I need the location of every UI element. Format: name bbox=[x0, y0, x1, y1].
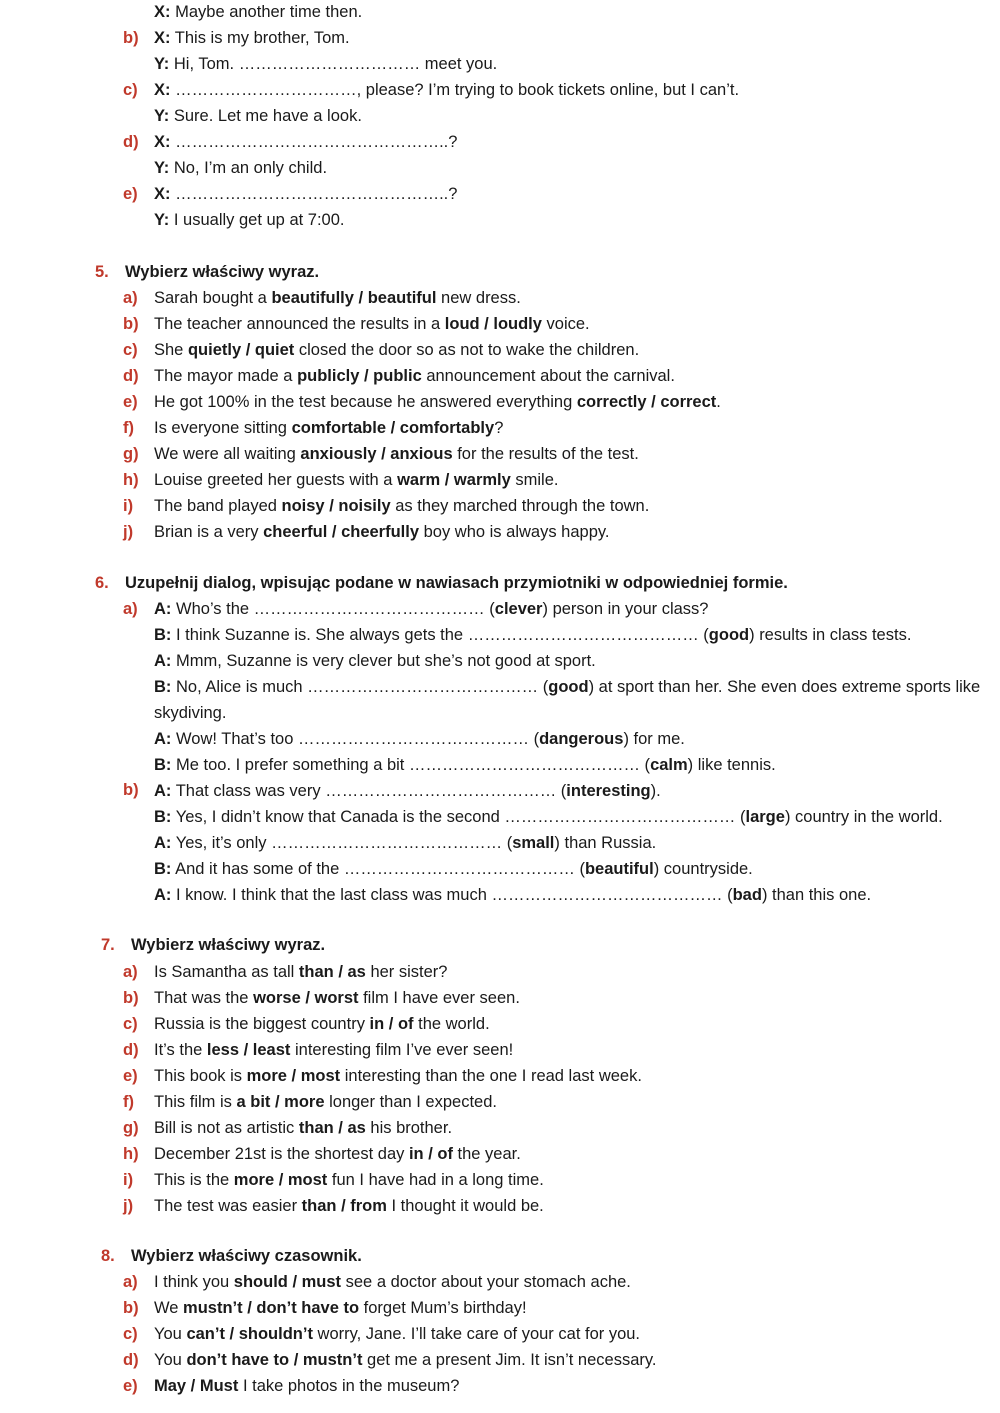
answer-blank[interactable]: …………………………………… bbox=[253, 600, 485, 618]
list-item bbox=[154, 314, 590, 334]
item-text: boy who is always happy. bbox=[419, 523, 610, 541]
dialog-text: No, I’m an only child. bbox=[173, 159, 328, 177]
s4-d-y bbox=[154, 158, 327, 178]
dialog-text: Sure. Let me have a look. bbox=[173, 107, 362, 125]
item-text: smile. bbox=[510, 471, 559, 489]
list-item bbox=[154, 288, 521, 308]
choice-option[interactable]: correctly / correct bbox=[576, 393, 717, 411]
answer-blank[interactable]: …………………………………… bbox=[271, 834, 503, 852]
choice-option[interactable]: quietly / quiet bbox=[187, 341, 295, 359]
section-5-number: 5. bbox=[95, 263, 109, 281]
adjective-hint: interesting bbox=[566, 782, 651, 800]
choice-option[interactable]: publicly / public bbox=[297, 367, 422, 385]
dialog-text: skydiving. bbox=[154, 704, 227, 722]
dialog-text: That class was very bbox=[175, 782, 326, 800]
list-item bbox=[154, 1170, 544, 1190]
speaker: B: bbox=[154, 678, 172, 696]
list-item bbox=[154, 988, 520, 1008]
choice-option[interactable]: than / as bbox=[298, 1119, 366, 1137]
item-text: see a doctor about your stomach ache. bbox=[341, 1273, 631, 1291]
adjective-hint: good bbox=[548, 678, 589, 696]
item-label: a) bbox=[123, 289, 138, 307]
choice-option[interactable]: in / of bbox=[369, 1015, 414, 1033]
item-label: b) bbox=[123, 315, 139, 333]
item-text: the world. bbox=[413, 1015, 490, 1033]
list-item bbox=[154, 1324, 640, 1344]
item-text: Louise greeted her guests with a bbox=[154, 471, 398, 489]
list-item bbox=[154, 1040, 513, 1060]
dialog-line bbox=[154, 651, 596, 671]
dialog-text: ) results in class tests. bbox=[749, 626, 912, 644]
item-text: ? bbox=[494, 419, 504, 437]
choice-option[interactable]: May / Must bbox=[154, 1377, 239, 1395]
s4-e-label: e) bbox=[123, 185, 138, 203]
speaker: X: bbox=[154, 29, 171, 47]
section-8-title: Wybierz właściwy czasownik. bbox=[131, 1247, 362, 1265]
dialog-text: I think Suzanne is. She always gets the bbox=[176, 626, 468, 644]
list-item bbox=[154, 392, 721, 412]
speaker: Y: bbox=[154, 107, 170, 125]
dialog-line: B: Yes, I didn’t know that Canada is the second …………………………………… (large) country in the world. bbox=[154, 808, 943, 826]
choice-option[interactable]: than / as bbox=[298, 963, 366, 981]
choice-option[interactable]: less / least bbox=[206, 1041, 291, 1059]
dialog-text: , please? I’m trying to book tickets online, but I can’t. bbox=[356, 81, 740, 99]
dialog-text: Me too. I prefer something a bit bbox=[176, 756, 409, 774]
dialog-text: ) for me. bbox=[623, 730, 685, 748]
item-label: c) bbox=[123, 1015, 138, 1033]
dialog-text: Wow! That’s too bbox=[176, 730, 298, 748]
dialog-line: A: Who’s the …………………………………… (clever) person in your class? bbox=[154, 600, 709, 618]
item-text: interesting than the one I read last week. bbox=[340, 1067, 642, 1085]
section-8-number: 8. bbox=[101, 1247, 115, 1265]
s4-c-x bbox=[154, 80, 739, 100]
adjective-hint: calm bbox=[650, 756, 688, 774]
dialog-line: B: Me too. I prefer something a bit …………………………………… (calm) like tennis. bbox=[154, 756, 776, 774]
list-item bbox=[154, 444, 639, 464]
dialog-text: And it has some of the bbox=[175, 860, 344, 878]
item-text: announcement about the carnival. bbox=[421, 367, 675, 385]
item-text: This book is bbox=[154, 1067, 247, 1085]
item-label: j) bbox=[123, 523, 134, 541]
answer-blank[interactable]: …………………………………… bbox=[408, 756, 640, 774]
speaker: X: bbox=[154, 185, 171, 203]
item-text: the year. bbox=[452, 1145, 521, 1163]
dialog-text: ) than this one. bbox=[761, 886, 872, 904]
item-label: f) bbox=[123, 1093, 134, 1111]
item-text: The mayor made a bbox=[154, 367, 298, 385]
speaker: B: bbox=[154, 756, 172, 774]
choice-option[interactable]: can’t / shouldn’t bbox=[186, 1325, 313, 1343]
dialog-text: I know. I think that the last class was much bbox=[176, 886, 492, 904]
choice-option[interactable]: worse / worst bbox=[253, 989, 359, 1007]
dialog-line: B: I think Suzanne is. She always gets the …………………………………… (good) results in class tests. bbox=[154, 626, 912, 644]
choice-option[interactable]: in / of bbox=[408, 1145, 453, 1163]
speaker: X: bbox=[154, 81, 171, 99]
item-text: I thought it would be. bbox=[386, 1197, 544, 1215]
item-text: her sister? bbox=[365, 963, 448, 981]
answer-blank[interactable]: …………………………………… bbox=[467, 626, 699, 644]
dialog-text: No, Alice is much bbox=[176, 678, 308, 696]
list-item bbox=[154, 1196, 544, 1216]
section-5-title: Wybierz właściwy wyraz. bbox=[125, 263, 320, 281]
answer-blank[interactable]: ………………………………………….. bbox=[175, 133, 449, 151]
s4-a-line bbox=[154, 2, 362, 22]
list-item bbox=[154, 470, 558, 490]
item-text: for the results of the test. bbox=[452, 445, 639, 463]
answer-blank[interactable]: …………………………………… bbox=[491, 886, 723, 904]
dialog-text: ) at sport than her. She even does extreme sports like bbox=[588, 678, 981, 696]
item-label: a) bbox=[123, 1273, 138, 1291]
section-6-title: Uzupełnij dialog, wpisując podane w nawiasach przymiotniki w odpowiedniej formie. bbox=[125, 574, 788, 592]
speaker: X: bbox=[154, 3, 171, 21]
item-text: We bbox=[154, 1299, 184, 1317]
dialog-text: ) countryside. bbox=[653, 860, 753, 878]
list-item bbox=[154, 340, 639, 360]
s4-b-x bbox=[154, 28, 350, 48]
choice-option[interactable]: anxiously / anxious bbox=[300, 445, 453, 463]
choice-option[interactable]: cheerful / cheerfully bbox=[263, 523, 420, 541]
item-label: c) bbox=[123, 341, 138, 359]
choice-option[interactable]: noisy / noisily bbox=[281, 497, 391, 515]
item-text: December 21st is the shortest day bbox=[154, 1145, 409, 1163]
answer-blank[interactable]: …………………………… bbox=[238, 55, 421, 73]
adjective-hint: good bbox=[708, 626, 750, 644]
dialog-text: ) country in the world. bbox=[784, 808, 943, 826]
dialog-text: Yes, it’s only bbox=[175, 834, 272, 852]
choice-option[interactable]: more / most bbox=[246, 1067, 341, 1085]
item-label: j) bbox=[123, 1197, 134, 1215]
item-text: get me a present Jim. It isn’t necessary. bbox=[362, 1351, 657, 1369]
adjective-hint: large bbox=[745, 808, 785, 826]
speaker: B: bbox=[154, 808, 172, 826]
item-label: d) bbox=[123, 367, 139, 385]
item-text: That was the bbox=[154, 989, 254, 1007]
item-label: d) bbox=[123, 1351, 139, 1369]
item-text: You bbox=[154, 1351, 187, 1369]
speaker: X: bbox=[154, 133, 171, 151]
item-text: She bbox=[154, 341, 188, 359]
item-label: i) bbox=[123, 1171, 134, 1189]
s4-b-y bbox=[154, 54, 497, 74]
dialog-text: ) than Russia. bbox=[554, 834, 657, 852]
item-label: a) bbox=[123, 963, 138, 981]
item-text: He got 100% in the test because he answered everything bbox=[154, 393, 577, 411]
list-item bbox=[154, 1350, 657, 1370]
item-text: It’s the bbox=[154, 1041, 207, 1059]
dialog-text: ) like tennis. bbox=[687, 756, 776, 774]
answer-blank[interactable]: …………………………………… bbox=[307, 678, 539, 696]
item-text: forget Mum’s birthday! bbox=[359, 1299, 527, 1317]
item-text: The test was easier bbox=[154, 1197, 302, 1215]
item-text: film I have ever seen. bbox=[358, 989, 520, 1007]
dialog-line: A: I know. I think that the last class was much …………………………………… (bad) than this one. bbox=[154, 886, 872, 904]
list-item bbox=[154, 1376, 459, 1396]
s4-e-x bbox=[154, 184, 457, 204]
s4-c-label: c) bbox=[123, 81, 138, 99]
adjective-hint: small bbox=[512, 834, 555, 852]
item-label: e) bbox=[123, 393, 138, 411]
section-6-number: 6. bbox=[95, 574, 109, 592]
item-label: e) bbox=[123, 1067, 138, 1085]
item-text: Brian is a very bbox=[154, 523, 264, 541]
item-text: voice. bbox=[541, 315, 590, 333]
item-text: Is Samantha as tall bbox=[154, 963, 299, 981]
speaker: Y: bbox=[154, 55, 170, 73]
item-text: You bbox=[154, 1325, 187, 1343]
answer-blank[interactable]: ………………………………………….. bbox=[175, 185, 449, 203]
choice-option[interactable]: than / from bbox=[301, 1197, 387, 1215]
item-label: g) bbox=[123, 1119, 139, 1137]
choice-option[interactable]: a bit / more bbox=[236, 1093, 325, 1111]
item-text: Russia is the biggest country bbox=[154, 1015, 370, 1033]
choice-option[interactable]: should / must bbox=[233, 1273, 342, 1291]
item-text: Sarah bought a bbox=[154, 289, 272, 307]
dialog-text: I usually get up at 7:00. bbox=[173, 211, 345, 229]
item-text: The teacher announced the results in a bbox=[154, 315, 445, 333]
list-item bbox=[154, 1118, 452, 1138]
section-7-number: 7. bbox=[101, 936, 115, 954]
dialog-line: B: No, Alice is much …………………………………… (good) at sport than her. She even does extreme sports like bbox=[154, 678, 981, 696]
item-label: d) bbox=[123, 1041, 139, 1059]
dialog-text: This is my brother, Tom. bbox=[174, 29, 350, 47]
item-text: Is everyone sitting bbox=[154, 419, 292, 437]
dialog-text: Yes, I didn’t know that Canada is the second bbox=[175, 808, 505, 826]
speaker: Y: bbox=[154, 159, 170, 177]
s4-e-y bbox=[154, 210, 345, 230]
adjective-hint: beautiful bbox=[584, 860, 654, 878]
dialog-text: ). bbox=[650, 782, 661, 800]
item-label: h) bbox=[123, 471, 139, 489]
speaker: B: bbox=[154, 860, 172, 878]
answer-blank[interactable]: …………………………………… bbox=[343, 860, 575, 878]
list-item bbox=[154, 1298, 527, 1318]
s6-b-label: b) bbox=[123, 781, 139, 799]
item-label: i) bbox=[123, 497, 134, 515]
item-text: . bbox=[716, 393, 721, 411]
s4-c-y bbox=[154, 106, 362, 126]
item-text: interesting film I’ve ever seen! bbox=[290, 1041, 514, 1059]
speaker: A: bbox=[154, 886, 172, 904]
list-item bbox=[154, 418, 503, 438]
adjective-hint: bad bbox=[732, 886, 762, 904]
speaker: A: bbox=[154, 730, 172, 748]
item-label: c) bbox=[123, 1325, 138, 1343]
s4-d-label: d) bbox=[123, 133, 139, 151]
item-text: his brother. bbox=[365, 1119, 453, 1137]
item-text: I think you bbox=[154, 1273, 234, 1291]
item-label: h) bbox=[123, 1145, 139, 1163]
answer-blank[interactable]: …………………………………… bbox=[325, 782, 557, 800]
speaker: A: bbox=[154, 782, 172, 800]
dialog-line: A: Yes, it’s only …………………………………… (small) than Russia. bbox=[154, 834, 657, 852]
choice-option[interactable]: more / most bbox=[233, 1171, 328, 1189]
choice-option[interactable]: don’t have to / mustn’t bbox=[186, 1351, 363, 1369]
dialog-line: A: That class was very …………………………………… (interesting). bbox=[154, 782, 661, 800]
answer-blank[interactable]: …………………………………… bbox=[298, 730, 529, 748]
answer-blank[interactable]: …………………………………… bbox=[504, 808, 736, 826]
item-label: b) bbox=[123, 989, 139, 1007]
dialog-line bbox=[154, 703, 226, 723]
s4-b-label: b) bbox=[123, 29, 139, 47]
answer-blank[interactable]: …………………………… bbox=[175, 81, 357, 99]
item-text: We were all waiting bbox=[154, 445, 301, 463]
item-label: b) bbox=[123, 1299, 139, 1317]
list-item bbox=[154, 496, 649, 516]
item-text: longer than I expected. bbox=[324, 1093, 497, 1111]
item-label: e) bbox=[123, 1377, 138, 1395]
list-item bbox=[154, 962, 447, 982]
choice-option[interactable]: loud / loudly bbox=[444, 315, 542, 333]
speaker: B: bbox=[154, 626, 172, 644]
item-text: new dress. bbox=[436, 289, 521, 307]
list-item bbox=[154, 522, 609, 542]
item-text: This film is bbox=[154, 1093, 237, 1111]
dialog-text: ? bbox=[448, 185, 458, 203]
choice-option[interactable]: warm / warmly bbox=[397, 471, 511, 489]
dialog-text: Who’s the bbox=[176, 600, 254, 618]
speaker: Y: bbox=[154, 211, 170, 229]
dialog-text: meet you. bbox=[424, 55, 498, 73]
choice-option[interactable]: comfortable / comfortably bbox=[291, 419, 495, 437]
dialog-text: Hi, Tom. bbox=[173, 55, 235, 73]
item-text: as they marched through the town. bbox=[390, 497, 650, 515]
adjective-hint: clever bbox=[494, 600, 543, 618]
item-text: This is the bbox=[154, 1171, 234, 1189]
dialog-line: A: Wow! That’s too …………………………………… (dangerous) for me. bbox=[154, 730, 685, 748]
item-text: worry, Jane. I’ll take care of your cat for you. bbox=[312, 1325, 641, 1343]
list-item bbox=[154, 1092, 497, 1112]
speaker: A: bbox=[154, 652, 172, 670]
s6-a-label: a) bbox=[123, 600, 138, 618]
list-item bbox=[154, 1066, 642, 1086]
section-7-title: Wybierz właściwy wyraz. bbox=[131, 936, 326, 954]
adjective-hint: dangerous bbox=[539, 730, 624, 748]
dialog-text: ? bbox=[448, 133, 458, 151]
speaker: A: bbox=[154, 600, 172, 618]
item-label: f) bbox=[123, 419, 134, 437]
item-text: Bill is not as artistic bbox=[154, 1119, 299, 1137]
list-item bbox=[154, 366, 675, 386]
choice-option[interactable]: mustn’t / don’t have to bbox=[183, 1299, 360, 1317]
item-text: The band played bbox=[154, 497, 282, 515]
choice-option[interactable]: beautifully / beautiful bbox=[271, 289, 437, 307]
list-item bbox=[154, 1272, 631, 1292]
dialog-text: Mmm, Suzanne is very clever but she’s not good at sport. bbox=[176, 652, 596, 670]
item-label: g) bbox=[123, 445, 139, 463]
item-text: I take photos in the museum? bbox=[238, 1377, 460, 1395]
s4-d-x bbox=[154, 132, 457, 152]
list-item bbox=[154, 1014, 490, 1034]
dialog-line: B: And it has some of the …………………………………… (beautiful) countryside. bbox=[154, 860, 753, 878]
item-text: fun I have had in a long time. bbox=[327, 1171, 544, 1189]
item-text: closed the door so as not to wake the children. bbox=[294, 341, 640, 359]
speaker: A: bbox=[154, 834, 172, 852]
list-item bbox=[154, 1144, 521, 1164]
dialog-text: ) person in your class? bbox=[542, 600, 709, 618]
dialog-text: Maybe another time then. bbox=[175, 3, 363, 21]
